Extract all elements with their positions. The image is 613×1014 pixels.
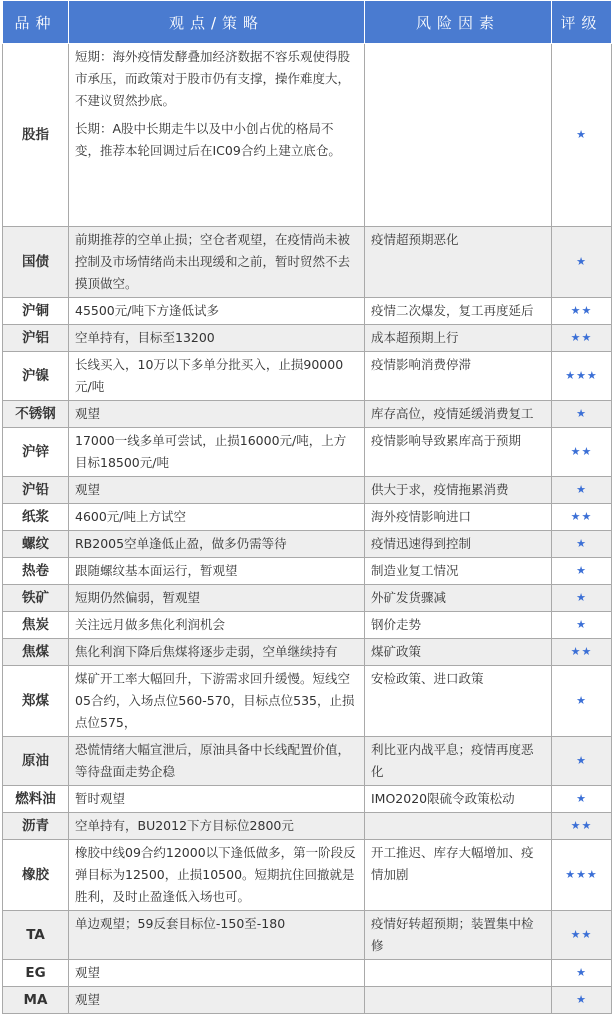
risk-cell: 外矿发货骤减 bbox=[365, 585, 552, 612]
table-row bbox=[3, 737, 612, 786]
product-name: 沪锌 bbox=[3, 428, 69, 477]
rating-stars: ★ bbox=[552, 960, 612, 987]
rating-stars: ★ bbox=[552, 786, 612, 813]
header-view: 观点/策略 bbox=[69, 1, 365, 44]
view-text: 长线买入，10万以下多单分批买入，止损90000元/吨 bbox=[75, 357, 344, 394]
view-text: 橡胶中线09合约12000以下逢低做多，第一阶段反弹目标为12500，止损10500。短期抗住回撤就是胜利，及时止盈逢低入场也可。 bbox=[75, 845, 356, 904]
view-text: 短期：海外疫情发酵叠加经济数据不容乐观使得股市承压，而政策对于股市仍有支撑，操作难度大，不建议贸然抄底。 bbox=[75, 49, 351, 108]
product-name: 沪铝 bbox=[3, 325, 69, 352]
table-row bbox=[3, 227, 612, 298]
product-name: EG bbox=[3, 960, 69, 987]
table-row bbox=[3, 352, 612, 401]
product-name: 原油 bbox=[3, 737, 69, 786]
view-text: 恐慌情绪大幅宣泄后，原油具备中长线配置价值，等待盘面走势企稳 bbox=[75, 742, 351, 779]
rating-stars: ★ bbox=[552, 987, 612, 1014]
risk-cell: 疫情影响导致累库高于预期 bbox=[365, 428, 552, 477]
risk-cell: 安检政策、进口政策 bbox=[365, 666, 552, 737]
rating-stars: ★★ bbox=[552, 813, 612, 840]
risk-cell: 疫情影响消费停滞 bbox=[365, 352, 552, 401]
view-cell bbox=[69, 786, 365, 813]
risk-cell: 疫情超预期恶化 bbox=[365, 227, 552, 298]
view-text: 煤矿开工率大幅回升，下游需求回升缓慢。短线空05合约，入场点位560-570，目标点位535，止损点位575， bbox=[75, 671, 355, 730]
risk-cell: 海外疫情影响进口 bbox=[365, 504, 552, 531]
table-row bbox=[3, 666, 612, 737]
risk-cell: 成本超预期上行 bbox=[365, 325, 552, 352]
recommendation-table bbox=[2, 0, 612, 1014]
table-row bbox=[3, 612, 612, 639]
product-name: 沪镍 bbox=[3, 352, 69, 401]
risk-cell: 疫情二次爆发，复工再度延后 bbox=[365, 298, 552, 325]
rating-stars: ★ bbox=[552, 531, 612, 558]
view-cell bbox=[69, 960, 365, 987]
rating-stars: ★ bbox=[552, 585, 612, 612]
risk-cell bbox=[365, 987, 552, 1014]
view-cell bbox=[69, 428, 365, 477]
product-name: 纸浆 bbox=[3, 504, 69, 531]
view-text: 关注远月做多焦化利润机会 bbox=[75, 617, 226, 632]
view-cell bbox=[69, 325, 365, 352]
view-cell bbox=[69, 840, 365, 911]
view-cell bbox=[69, 504, 365, 531]
table-row bbox=[3, 786, 612, 813]
table-row bbox=[3, 558, 612, 585]
rating-stars: ★★ bbox=[552, 504, 612, 531]
rating-stars: ★★ bbox=[552, 325, 612, 352]
view-cell bbox=[69, 737, 365, 786]
view-cell bbox=[69, 44, 365, 227]
rating-stars: ★ bbox=[552, 227, 612, 298]
risk-cell bbox=[365, 960, 552, 987]
risk-cell: 煤矿政策 bbox=[365, 639, 552, 666]
risk-cell: 利比亚内战平息；疫情再度恶化 bbox=[365, 737, 552, 786]
table-row bbox=[3, 44, 612, 227]
view-cell bbox=[69, 298, 365, 325]
risk-cell: IMO2020限硫令政策松动 bbox=[365, 786, 552, 813]
header-rating: 评级 bbox=[552, 1, 612, 44]
table-row bbox=[3, 401, 612, 428]
table-row bbox=[3, 531, 612, 558]
table-row bbox=[3, 840, 612, 911]
table-row bbox=[3, 960, 612, 987]
view-text: 长期：A股中长期走牛以及中小创占优的格局不变，推荐本轮回调过后在IC09合约上建立底仓。 bbox=[75, 121, 341, 158]
rating-stars: ★ bbox=[552, 612, 612, 639]
view-cell bbox=[69, 813, 365, 840]
view-text: 45500元/吨下方逢低试多 bbox=[75, 303, 219, 318]
view-text: RB2005空单逢低止盈，做多仍需等待 bbox=[75, 536, 287, 551]
rating-stars: ★ bbox=[552, 666, 612, 737]
view-cell bbox=[69, 531, 365, 558]
product-name: MA bbox=[3, 987, 69, 1014]
rating-stars: ★★ bbox=[552, 639, 612, 666]
view-text: 空单持有，BU2012下方目标位2800元 bbox=[75, 818, 294, 833]
view-text: 单边观望；59反套目标位-150至-180 bbox=[75, 916, 286, 931]
table-row bbox=[3, 639, 612, 666]
product-name: 沪铜 bbox=[3, 298, 69, 325]
rating-stars: ★★★ bbox=[552, 352, 612, 401]
view-text: 4600元/吨上方试空 bbox=[75, 509, 187, 524]
risk-cell: 疫情迅速得到控制 bbox=[365, 531, 552, 558]
view-text: 焦化利润下降后焦煤将逐步走弱，空单继续持有 bbox=[75, 644, 338, 659]
view-cell bbox=[69, 585, 365, 612]
product-name: 焦煤 bbox=[3, 639, 69, 666]
product-name: TA bbox=[3, 911, 69, 960]
product-name: 橡胶 bbox=[3, 840, 69, 911]
view-text: 观望 bbox=[75, 992, 101, 1007]
view-text: 观望 bbox=[75, 965, 101, 980]
rating-stars: ★ bbox=[552, 401, 612, 428]
view-cell bbox=[69, 477, 365, 504]
view-cell bbox=[69, 227, 365, 298]
table-row bbox=[3, 477, 612, 504]
table-row bbox=[3, 325, 612, 352]
table-row bbox=[3, 585, 612, 612]
risk-cell: 供大于求，疫情拖累消费 bbox=[365, 477, 552, 504]
rating-stars: ★★ bbox=[552, 428, 612, 477]
product-name: 焦炭 bbox=[3, 612, 69, 639]
rating-stars: ★ bbox=[552, 737, 612, 786]
product-name: 热卷 bbox=[3, 558, 69, 585]
risk-cell: 开工推迟、库存大幅增加、疫情加剧 bbox=[365, 840, 552, 911]
table-row bbox=[3, 813, 612, 840]
table-row bbox=[3, 504, 612, 531]
risk-cell: 库存高位，疫情延缓消费复工 bbox=[365, 401, 552, 428]
rating-stars: ★★ bbox=[552, 298, 612, 325]
view-cell bbox=[69, 911, 365, 960]
product-name: 螺纹 bbox=[3, 531, 69, 558]
view-cell bbox=[69, 352, 365, 401]
view-text: 观望 bbox=[75, 406, 101, 421]
table-row bbox=[3, 987, 612, 1014]
rating-stars: ★★ bbox=[552, 911, 612, 960]
table-header-row bbox=[3, 1, 612, 44]
view-cell bbox=[69, 987, 365, 1014]
product-name: 沪铅 bbox=[3, 477, 69, 504]
view-cell bbox=[69, 639, 365, 666]
view-text: 前期推荐的空单止损；空仓者观望，在疫情尚未被控制及市场情绪尚未出现缓和之前，暂时贸然不去摸顶做空。 bbox=[75, 232, 351, 291]
table-row bbox=[3, 298, 612, 325]
header-product: 品种 bbox=[3, 1, 69, 44]
rating-stars: ★ bbox=[552, 44, 612, 227]
rating-stars: ★ bbox=[552, 477, 612, 504]
product-name: 股指 bbox=[3, 44, 69, 227]
view-text: 短期仍然偏弱，暂观望 bbox=[75, 590, 201, 605]
risk-cell: 制造业复工情况 bbox=[365, 558, 552, 585]
table-row bbox=[3, 911, 612, 960]
risk-cell: 钢价走势 bbox=[365, 612, 552, 639]
view-cell bbox=[69, 558, 365, 585]
product-name: 国债 bbox=[3, 227, 69, 298]
header-risk: 风险因素 bbox=[365, 1, 552, 44]
product-name: 不锈钢 bbox=[3, 401, 69, 428]
risk-cell bbox=[365, 813, 552, 840]
risk-cell bbox=[365, 44, 552, 227]
product-name: 燃料油 bbox=[3, 786, 69, 813]
product-name: 郑煤 bbox=[3, 666, 69, 737]
view-text: 17000一线多单可尝试，止损16000元/吨，上方目标18500元/吨 bbox=[75, 433, 347, 470]
view-text: 空单持有，目标至13200 bbox=[75, 330, 215, 345]
view-text: 观望 bbox=[75, 482, 101, 497]
view-cell bbox=[69, 666, 365, 737]
view-text: 暂时观望 bbox=[75, 791, 126, 806]
view-cell bbox=[69, 401, 365, 428]
risk-cell: 疫情好转超预期；装置集中检修 bbox=[365, 911, 552, 960]
table-body bbox=[3, 44, 612, 1014]
rating-stars: ★ bbox=[552, 558, 612, 585]
table-row bbox=[3, 428, 612, 477]
view-cell bbox=[69, 612, 365, 639]
product-name: 沥青 bbox=[3, 813, 69, 840]
rating-stars: ★★★ bbox=[552, 840, 612, 911]
product-name: 铁矿 bbox=[3, 585, 69, 612]
view-text: 跟随螺纹基本面运行，暂观望 bbox=[75, 563, 238, 578]
